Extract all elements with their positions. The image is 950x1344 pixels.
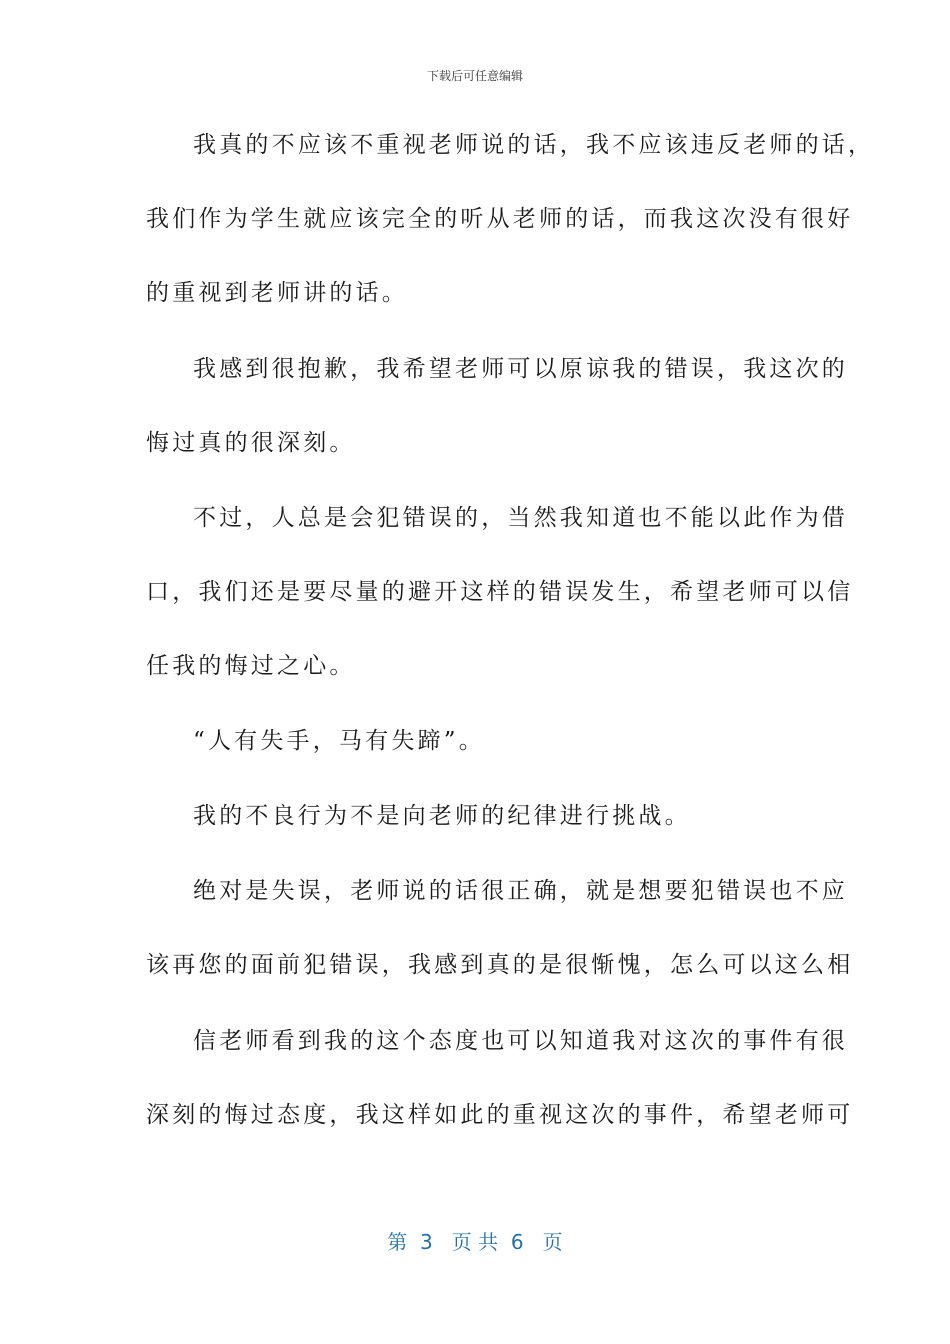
- body-line: 口，我们还是要尽量的避开这样的错误发生，希望老师可以信: [146, 579, 854, 605]
- body-line: 我的不良行为不是向老师的纪律进行挑战。: [193, 803, 691, 829]
- body-line: 我们作为学生就应该完全的听从老师的话，而我这次没有很好: [146, 206, 854, 232]
- body-line: 该再您的面前犯错误，我感到真的是很惭愧，怎么可以这么相: [146, 952, 854, 978]
- header-note: 下载后可任意编辑: [426, 69, 523, 83]
- body-line: 的重视到老师讲的话。: [146, 280, 408, 306]
- body-line: “人有失手，马有失蹄”。: [193, 728, 485, 754]
- page-number: 第 3 页 共 6 页: [387, 1230, 563, 1254]
- body-line: 信老师看到我的这个态度也可以知道我对这次的事件有很: [193, 1028, 848, 1054]
- body-line: 不过，人总是会犯错误的，当然我知道也不能以此作为借: [193, 505, 848, 531]
- body-line: 我真的不应该不重视老师说的话，我不应该违反老师的话，: [193, 132, 875, 158]
- body-line: 悔过真的很深刻。: [146, 430, 356, 456]
- body-line: 任我的悔过之心。: [146, 653, 356, 679]
- body-line: 我感到很抱歉，我希望老师可以原谅我的错误，我这次的: [193, 356, 848, 382]
- body-line: 深刻的悔过态度，我这样如此的重视这次的事件，希望老师可: [146, 1102, 854, 1128]
- body-line: 绝对是失误，老师说的话很正确，就是想要犯错误也不应: [193, 878, 848, 904]
